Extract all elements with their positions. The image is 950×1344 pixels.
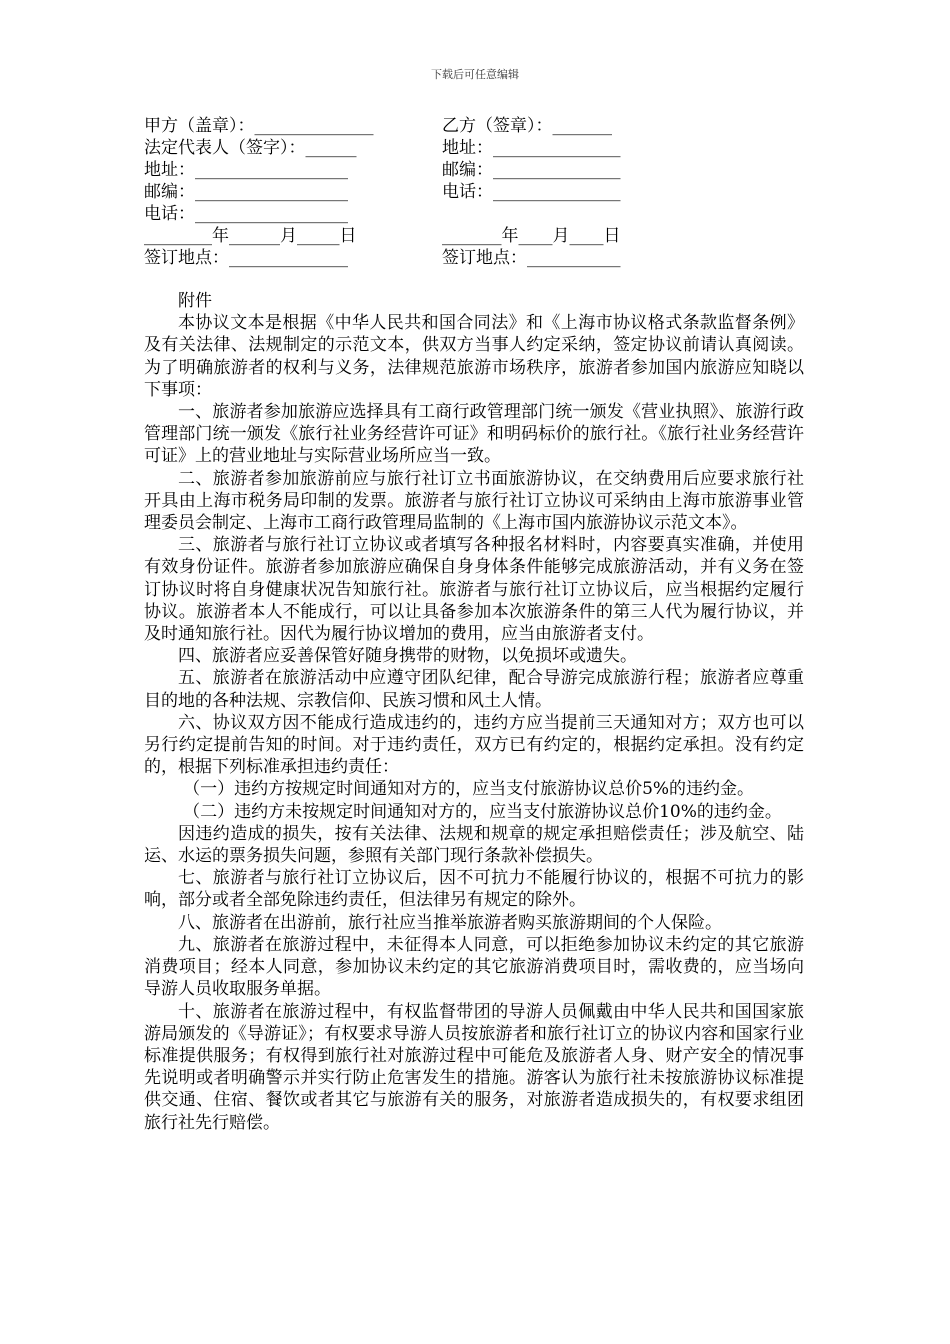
party-a-postcode-field: 邮编：__________________ bbox=[144, 182, 348, 202]
clause-4: 四、旅游者应妥善保管好随身携带的财物，以免损坏或遗失。 bbox=[178, 646, 637, 667]
clause-6-damages: 因违约造成的损失，按有关法律、法规和规章的规定承担赔偿责任；涉及航空、陆运、水运的票务损失问题，参照有关部门现行条款补偿损失。 bbox=[144, 823, 804, 867]
clause-8: 八、旅游者在出游前，旅行社应当推举旅游者购买旅游期间的个人保险。 bbox=[178, 912, 722, 933]
clause-7: 七、旅游者与旅行社订立协议后，因不可抗力不能履行协议的，根据不可抗力的影响，部分或者全部免除违约责任，但法律另有规定的除外。 bbox=[144, 868, 804, 911]
party-a-address-field: 地址：__________________ bbox=[144, 160, 348, 180]
signature-row bbox=[144, 181, 804, 203]
party-a-stamp-field: 甲方（盖章）：______________ bbox=[144, 116, 374, 136]
party-b-postcode-field: 邮编：_______________ bbox=[442, 160, 621, 180]
clause-6-item-2: （二）违约方未按规定时间通知对方的，应当支付旅游协议总价10%的违约金。 bbox=[183, 801, 782, 822]
signature-row bbox=[144, 137, 804, 159]
signature-row bbox=[144, 115, 804, 137]
party-a-phone-field: 电话：__________________ bbox=[144, 204, 348, 224]
clause-3: 三、旅游者与旅行社订立协议或者填写各种报名材料时，内容要真实准确，并使用有效身份证件。旅游者参加旅游应确保自身身体条件能够完成旅游活动，并有义务在签订协议时将自身健康状况告知旅行社。旅游者与旅行社订立协议后，应当根据约定履行协议。旅游者本人不能成行，可以让具备参加本次旅游条件的第三人代为履行协议，并及时通知旅行社。因代为履行协议增加的费用，应当由旅游者支付。 bbox=[144, 535, 804, 645]
party-b-signing-place-field: 签订地点：___________ bbox=[442, 248, 621, 268]
clause-2: 二、旅游者参加旅游前应与旅行社订立书面旅游协议，在交纳费用后应要求旅行社开具由上海市税务局印制的发票。旅游者与旅行社订立协议可采纳由上海市旅游事业管理委员会制定、上海市工商行政管理局监制的《上海市国内旅游协议示范文本》。 bbox=[144, 468, 804, 534]
legal-representative-field: 法定代表人（签字）：______ bbox=[144, 138, 357, 158]
signature-row bbox=[144, 203, 804, 225]
appendix-body bbox=[144, 290, 804, 1134]
intro-paragraph: 本协议文本是根据《中华人民共和国合同法》和《上海市协议格式条款监督条例》及有关法律、法规制定的示范文本，供双方当事人约定采纳，签定协议前请认真阅读。为了明确旅游者的权利与义务，法律规范旅游市场秩序，旅游者参加国内旅游应知晓以下事项： bbox=[144, 313, 804, 400]
signature-row bbox=[144, 247, 804, 269]
appendix-title: 附件 bbox=[178, 291, 212, 311]
page-header: 下载后可任意编辑 bbox=[431, 68, 519, 81]
clause-10: 十、旅游者在旅游过程中，有权监督带团的导游人员佩戴由中华人民共和国国家旅游局颁发的《导游证》；有权要求导游人员按旅游者和旅行社订立的协议内容和国家行业标准提供服务；有权得到旅行社对旅游过程中可能危及旅游者人身、财产安全的情况事先说明或者明确警示并实行防止危害发生的措施。游客认为旅行社未按旅游协议标准提供交通、住宿、餐饮或者其它与旅游有关的服务，对旅游者造成损失的，有权要求组团旅行社先行赔偿。 bbox=[144, 1001, 804, 1133]
signature-block bbox=[144, 115, 804, 269]
clause-6-item-1: （一）违约方按规定时间通知对方的，应当支付旅游协议总价5%的违约金。 bbox=[183, 779, 755, 800]
party-a-signing-place-field: 签订地点：______________ bbox=[144, 248, 348, 268]
party-b-signature-field: 乙方（签章）：_______ bbox=[442, 116, 612, 136]
party-a-date-field: ________年______月_____日 bbox=[144, 226, 357, 246]
clause-6: 六、协议双方因不能成行造成违约的，违约方应当提前三天通知对方；双方也可以另行约定提前告知的时间。对于违约责任，双方已有约定的，根据约定承担。没有约定的，根据下列标准承担违约责任： bbox=[144, 712, 804, 778]
clause-5: 五、旅游者在旅游活动中应遵守团队纪律，配合导游完成旅游行程；旅游者应尊重目的地的各种法规、宗教信仰、民族习惯和风土人情。 bbox=[144, 668, 804, 711]
party-b-date-field: _______年____月____日 bbox=[442, 226, 621, 246]
signature-row bbox=[144, 225, 804, 247]
signature-row bbox=[144, 159, 804, 181]
clause-9: 九、旅游者在旅游过程中，未征得本人同意，可以拒绝参加协议未约定的其它旅游消费项目；经本人同意，参加协议未约定的其它旅游消费项目时，需收费的，应当场向导游人员收取服务单据。 bbox=[144, 934, 804, 1000]
party-b-phone-field: 电话：_______________ bbox=[442, 182, 621, 202]
clause-1: 一、旅游者参加旅游应选择具有工商行政管理部门统一颁发《营业执照》、旅游行政管理部门统一颁发《旅行社业务经营许可证》和明码标价的旅行社。《旅行社业务经营许可证》上的营业地址与实际营业场所应当一致。 bbox=[144, 402, 804, 467]
party-b-address-field: 地址：_______________ bbox=[442, 138, 621, 158]
